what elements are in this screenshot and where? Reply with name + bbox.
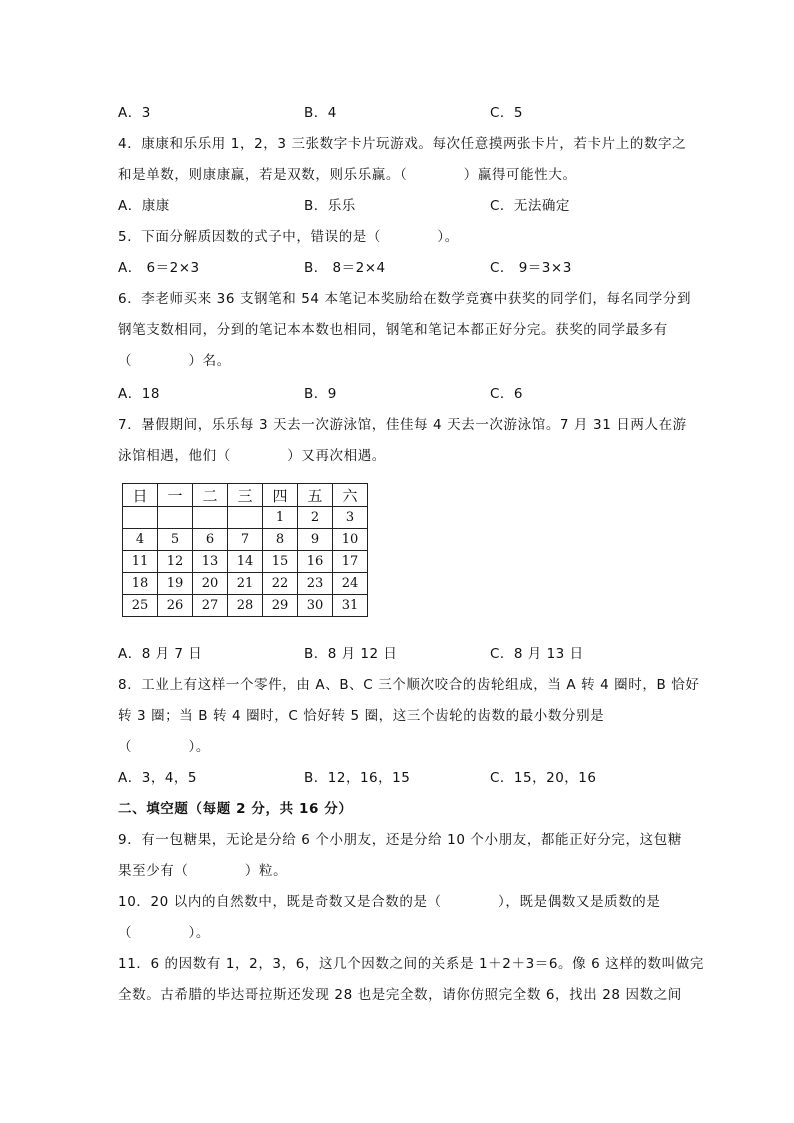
q6-text-line-3: （ ）名。 [118,353,231,369]
calendar-cell: 4 [123,529,158,551]
q6-option-b[interactable]: B．9 [304,386,337,402]
section-2-title: 二、填空题（每题 2 分，共 16 分） [118,801,353,817]
calendar-cell: 13 [193,551,228,573]
q9-text-line-1: 9．有一包糖果，无论是分给 6 个小朋友，还是分给 10 个小朋友，都能正好分完，这包糖 [118,832,682,848]
calendar-cell: 17 [333,551,368,573]
calendar-header-cell: 三 [228,484,263,507]
q6-option-c[interactable]: C．6 [490,386,524,402]
calendar-cell: 12 [158,551,193,573]
calendar-cell: 26 [158,595,193,617]
calendar-cell [123,507,158,529]
calendar-cell: 20 [193,573,228,595]
calendar-cell: 21 [228,573,263,595]
q3-option-a[interactable]: A．3 [118,105,151,121]
calendar-row [123,551,368,573]
q6-text-line-1: 6．李老师买来 36 支钢笔和 54 本笔记本奖励给在数学竞赛中获奖的同学们，每名同学分到 [118,291,692,307]
calendar-cell: 15 [263,551,298,573]
calendar-cell: 19 [158,573,193,595]
q8-option-b[interactable]: B．12，16，15 [304,770,411,786]
calendar-cell: 22 [263,573,298,595]
calendar-row [123,529,368,551]
calendar-cell: 11 [123,551,158,573]
q3-option-b[interactable]: B．4 [304,105,337,121]
calendar-cell: 2 [298,507,333,529]
q4-option-b[interactable]: B．乐乐 [304,198,356,214]
q4-text-line-1: 4．康康和乐乐用 1，2，3 三张数字卡片玩游戏。每次任意摸两张卡片，若卡片上的数字之 [118,136,687,152]
q7-option-a[interactable]: A．8 月 7 日 [118,646,203,662]
calendar-cell: 5 [158,529,193,551]
q8-option-a[interactable]: A．3，4，5 [118,770,198,786]
q3-option-c[interactable]: C．5 [490,105,524,121]
calendar-row [123,507,368,529]
calendar-header-cell: 六 [333,484,368,507]
calendar-cell: 7 [228,529,263,551]
calendar-header-cell: 二 [193,484,228,507]
q7-option-b[interactable]: B．8 月 12 日 [304,646,398,662]
calendar-cell: 14 [228,551,263,573]
calendar-cell: 29 [263,595,298,617]
calendar-header-cell: 日 [123,484,158,507]
q5-option-b[interactable]: B． 8＝2×4 [304,260,386,276]
q6-text-line-2: 钢笔支数相同，分到的笔记本本数也相同，钢笔和笔记本都正好分完。获奖的同学最多有 [118,322,668,338]
calendar-header-cell: 一 [158,484,193,507]
q4-option-c[interactable]: C．无法确定 [490,198,570,214]
calendar-cell: 10 [333,529,368,551]
q8-text-line-1: 8．工业上有这样一个零件，由 A、B、C 三个顺次咬合的齿轮组成，当 A 转 4 圈时，B 恰好 [118,677,700,693]
calendar-cell: 31 [333,595,368,617]
q7-text-line-2: 泳馆相遇，他们（ ）又再次相遇。 [118,448,386,464]
calendar-cell [228,507,263,529]
calendar-cell: 16 [298,551,333,573]
q10-text-line-1: 10．20 以内的自然数中，既是奇数又是合数的是（ ），既是偶数又是质数的是 [118,894,661,910]
calendar-cell: 1 [263,507,298,529]
q8-text-line-3: （ ）。 [118,739,210,755]
calendar-cell: 24 [333,573,368,595]
q5-option-c[interactable]: C． 9＝3×3 [490,260,572,276]
q5-text-line-1: 5．下面分解质因数的式子中，错误的是（ ）。 [118,229,459,245]
q8-text-line-2: 转 3 圈；当 B 转 4 圈时，C 恰好转 5 圈，这三个齿轮的齿数的最小数分别是 [118,708,605,724]
q10-text-line-2: （ ）。 [118,925,210,941]
calendar-cell: 8 [263,529,298,551]
q5-option-a[interactable]: A． 6＝2×3 [118,260,200,276]
calendar-cell: 9 [298,529,333,551]
q8-option-c[interactable]: C．15，20，16 [490,770,597,786]
q11-text-line-2: 全数。古希腊的毕达哥拉斯还发现 28 也是完全数，请你仿照完全数 6，找出 28 因数之间 [118,987,682,1003]
q9-text-line-2: 果至少有（ ）粒。 [118,863,288,879]
q7-option-c[interactable]: C．8 月 13 日 [490,646,584,662]
q7-text-line-1: 7．暑假期间，乐乐每 3 天去一次游泳馆，佳佳每 4 天去一次游泳馆。7 月 31 日两人在游 [118,417,687,433]
calendar-header-cell: 四 [263,484,298,507]
calendar-row [123,595,368,617]
calendar-row [123,573,368,595]
calendar-cell: 18 [123,573,158,595]
calendar-cell: 28 [228,595,263,617]
q6-option-a[interactable]: A．18 [118,386,160,402]
calendar-header-row [123,484,368,507]
calendar-cell: 6 [193,529,228,551]
calendar-cell: 23 [298,573,333,595]
calendar-table [122,483,368,617]
calendar-cell: 25 [123,595,158,617]
calendar-header-cell: 五 [298,484,333,507]
calendar-cell [158,507,193,529]
q4-option-a[interactable]: A．康康 [118,198,170,214]
q11-text-line-1: 11．6 的因数有 1，2，3，6，这几个因数之间的关系是 1＋2＋3＝6。像 6 这样的数叫做完 [118,956,704,972]
calendar-cell: 3 [333,507,368,529]
calendar-cell: 30 [298,595,333,617]
q4-text-line-2: 和是单数，则康康赢，若是双数，则乐乐赢。（ ）赢得可能性大。 [118,167,577,183]
calendar-cell: 27 [193,595,228,617]
calendar-cell [193,507,228,529]
